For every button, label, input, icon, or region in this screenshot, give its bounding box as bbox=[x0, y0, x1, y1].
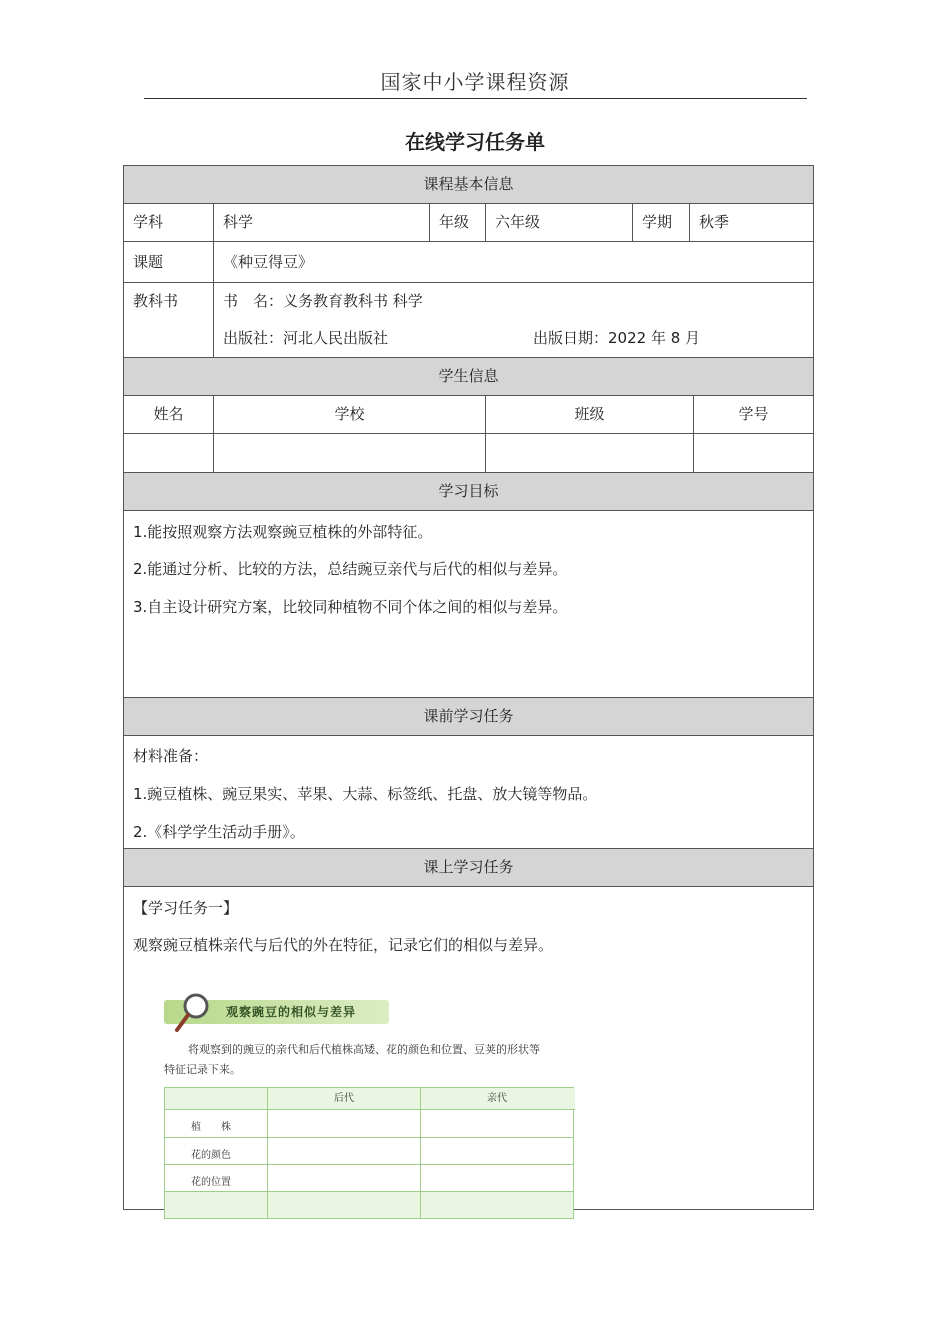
student-name-field[interactable] bbox=[124, 434, 214, 472]
table-row bbox=[165, 1138, 573, 1165]
table-row bbox=[165, 1165, 573, 1192]
offspring-column-header: 后代 bbox=[267, 1088, 420, 1110]
materials-intro: 材料准备： bbox=[133, 747, 209, 765]
material-item: 2.《科学学生活动手册》。 bbox=[133, 823, 305, 841]
student-school-field[interactable] bbox=[214, 434, 486, 472]
publisher-line: 出版社：河北人民出版社 bbox=[223, 329, 389, 347]
basic-info-band: 课程基本信息 bbox=[124, 166, 813, 204]
row-label-plant: 植 株 bbox=[191, 1122, 231, 1133]
parent-column-header: 亲代 bbox=[420, 1088, 573, 1110]
in-class-band: 课上学习任务 bbox=[124, 849, 813, 887]
grade-label: 年级 bbox=[430, 204, 486, 241]
pre-class-band: 课前学习任务 bbox=[124, 698, 813, 736]
textbook-label: 教科书 bbox=[124, 283, 214, 357]
grade-value: 六年级 bbox=[486, 204, 633, 241]
in-class-body bbox=[124, 887, 813, 1209]
figure-description: 将观察到的豌豆的亲代和后代植株高矮、花的颜色和位置、豆荚的形状等 bbox=[188, 1043, 540, 1056]
goals-body bbox=[124, 511, 813, 698]
publish-date-line: 出版日期：2022 年 8 月 bbox=[533, 329, 701, 347]
topic-row bbox=[124, 242, 813, 283]
student-id-header: 学号 bbox=[738, 405, 769, 423]
header-divider bbox=[144, 98, 807, 99]
student-info-band: 学生信息 bbox=[124, 358, 813, 396]
subject-value: 科学 bbox=[214, 204, 430, 241]
column-divider bbox=[267, 1110, 268, 1218]
table-row bbox=[165, 1192, 573, 1218]
textbook-details bbox=[214, 283, 813, 357]
row-label-flower-color: 花的颜色 bbox=[191, 1150, 231, 1161]
student-info-header-row bbox=[124, 396, 813, 434]
observation-table bbox=[164, 1087, 574, 1219]
task-one-text: 观察豌豆植株亲代与后代的外在特征，记录它们的相似与差异。 bbox=[133, 936, 554, 954]
goal-item: 3.自主设计研究方案，比较同种植物不同个体之间的相似与差异。 bbox=[133, 598, 568, 616]
term-value: 秋季 bbox=[699, 213, 730, 231]
student-id-field[interactable] bbox=[694, 434, 813, 472]
task-one-heading: 【学习任务一】 bbox=[133, 899, 239, 917]
book-name-line: 书 名：义务教育教科书 科学 bbox=[223, 292, 423, 310]
term-label: 学期 bbox=[633, 204, 690, 241]
document-title: 在线学习任务单 bbox=[405, 130, 545, 154]
topic-value: 《种豆得豆》 bbox=[223, 253, 314, 271]
task-sheet-table bbox=[123, 165, 814, 1210]
site-header: 国家中小学课程资源 bbox=[380, 70, 570, 94]
magnifier-icon bbox=[172, 992, 212, 1034]
figure-banner-title: 观察豌豆的相似与差异 bbox=[226, 1005, 357, 1019]
student-school-header: 学校 bbox=[214, 396, 486, 433]
textbook-figure bbox=[160, 992, 580, 1217]
student-info-value-row bbox=[124, 434, 813, 473]
student-name-header: 姓名 bbox=[124, 396, 214, 433]
pre-class-body bbox=[124, 736, 813, 849]
goal-item: 2.能通过分析、比较的方法，总结豌豆亲代与后代的相似与差异。 bbox=[133, 560, 568, 578]
subject-label: 学科 bbox=[124, 204, 214, 241]
table-row bbox=[165, 1110, 573, 1138]
row-label-flower-position: 花的位置 bbox=[191, 1177, 231, 1188]
student-class-field[interactable] bbox=[486, 434, 694, 472]
material-item: 1.豌豆植株、豌豆果实、苹果、大蒜、标签纸、托盘、放大镜等物品。 bbox=[133, 785, 598, 803]
student-class-header: 班级 bbox=[486, 396, 694, 433]
goals-band: 学习目标 bbox=[124, 473, 813, 511]
figure-description-cont: 特征记录下来。 bbox=[164, 1063, 241, 1076]
topic-label: 课题 bbox=[124, 242, 214, 282]
subject-grade-term-row bbox=[124, 204, 813, 242]
goal-item: 1.能按照观察方法观察豌豆植株的外部特征。 bbox=[133, 523, 433, 541]
column-divider bbox=[420, 1110, 421, 1218]
textbook-row bbox=[124, 283, 813, 358]
